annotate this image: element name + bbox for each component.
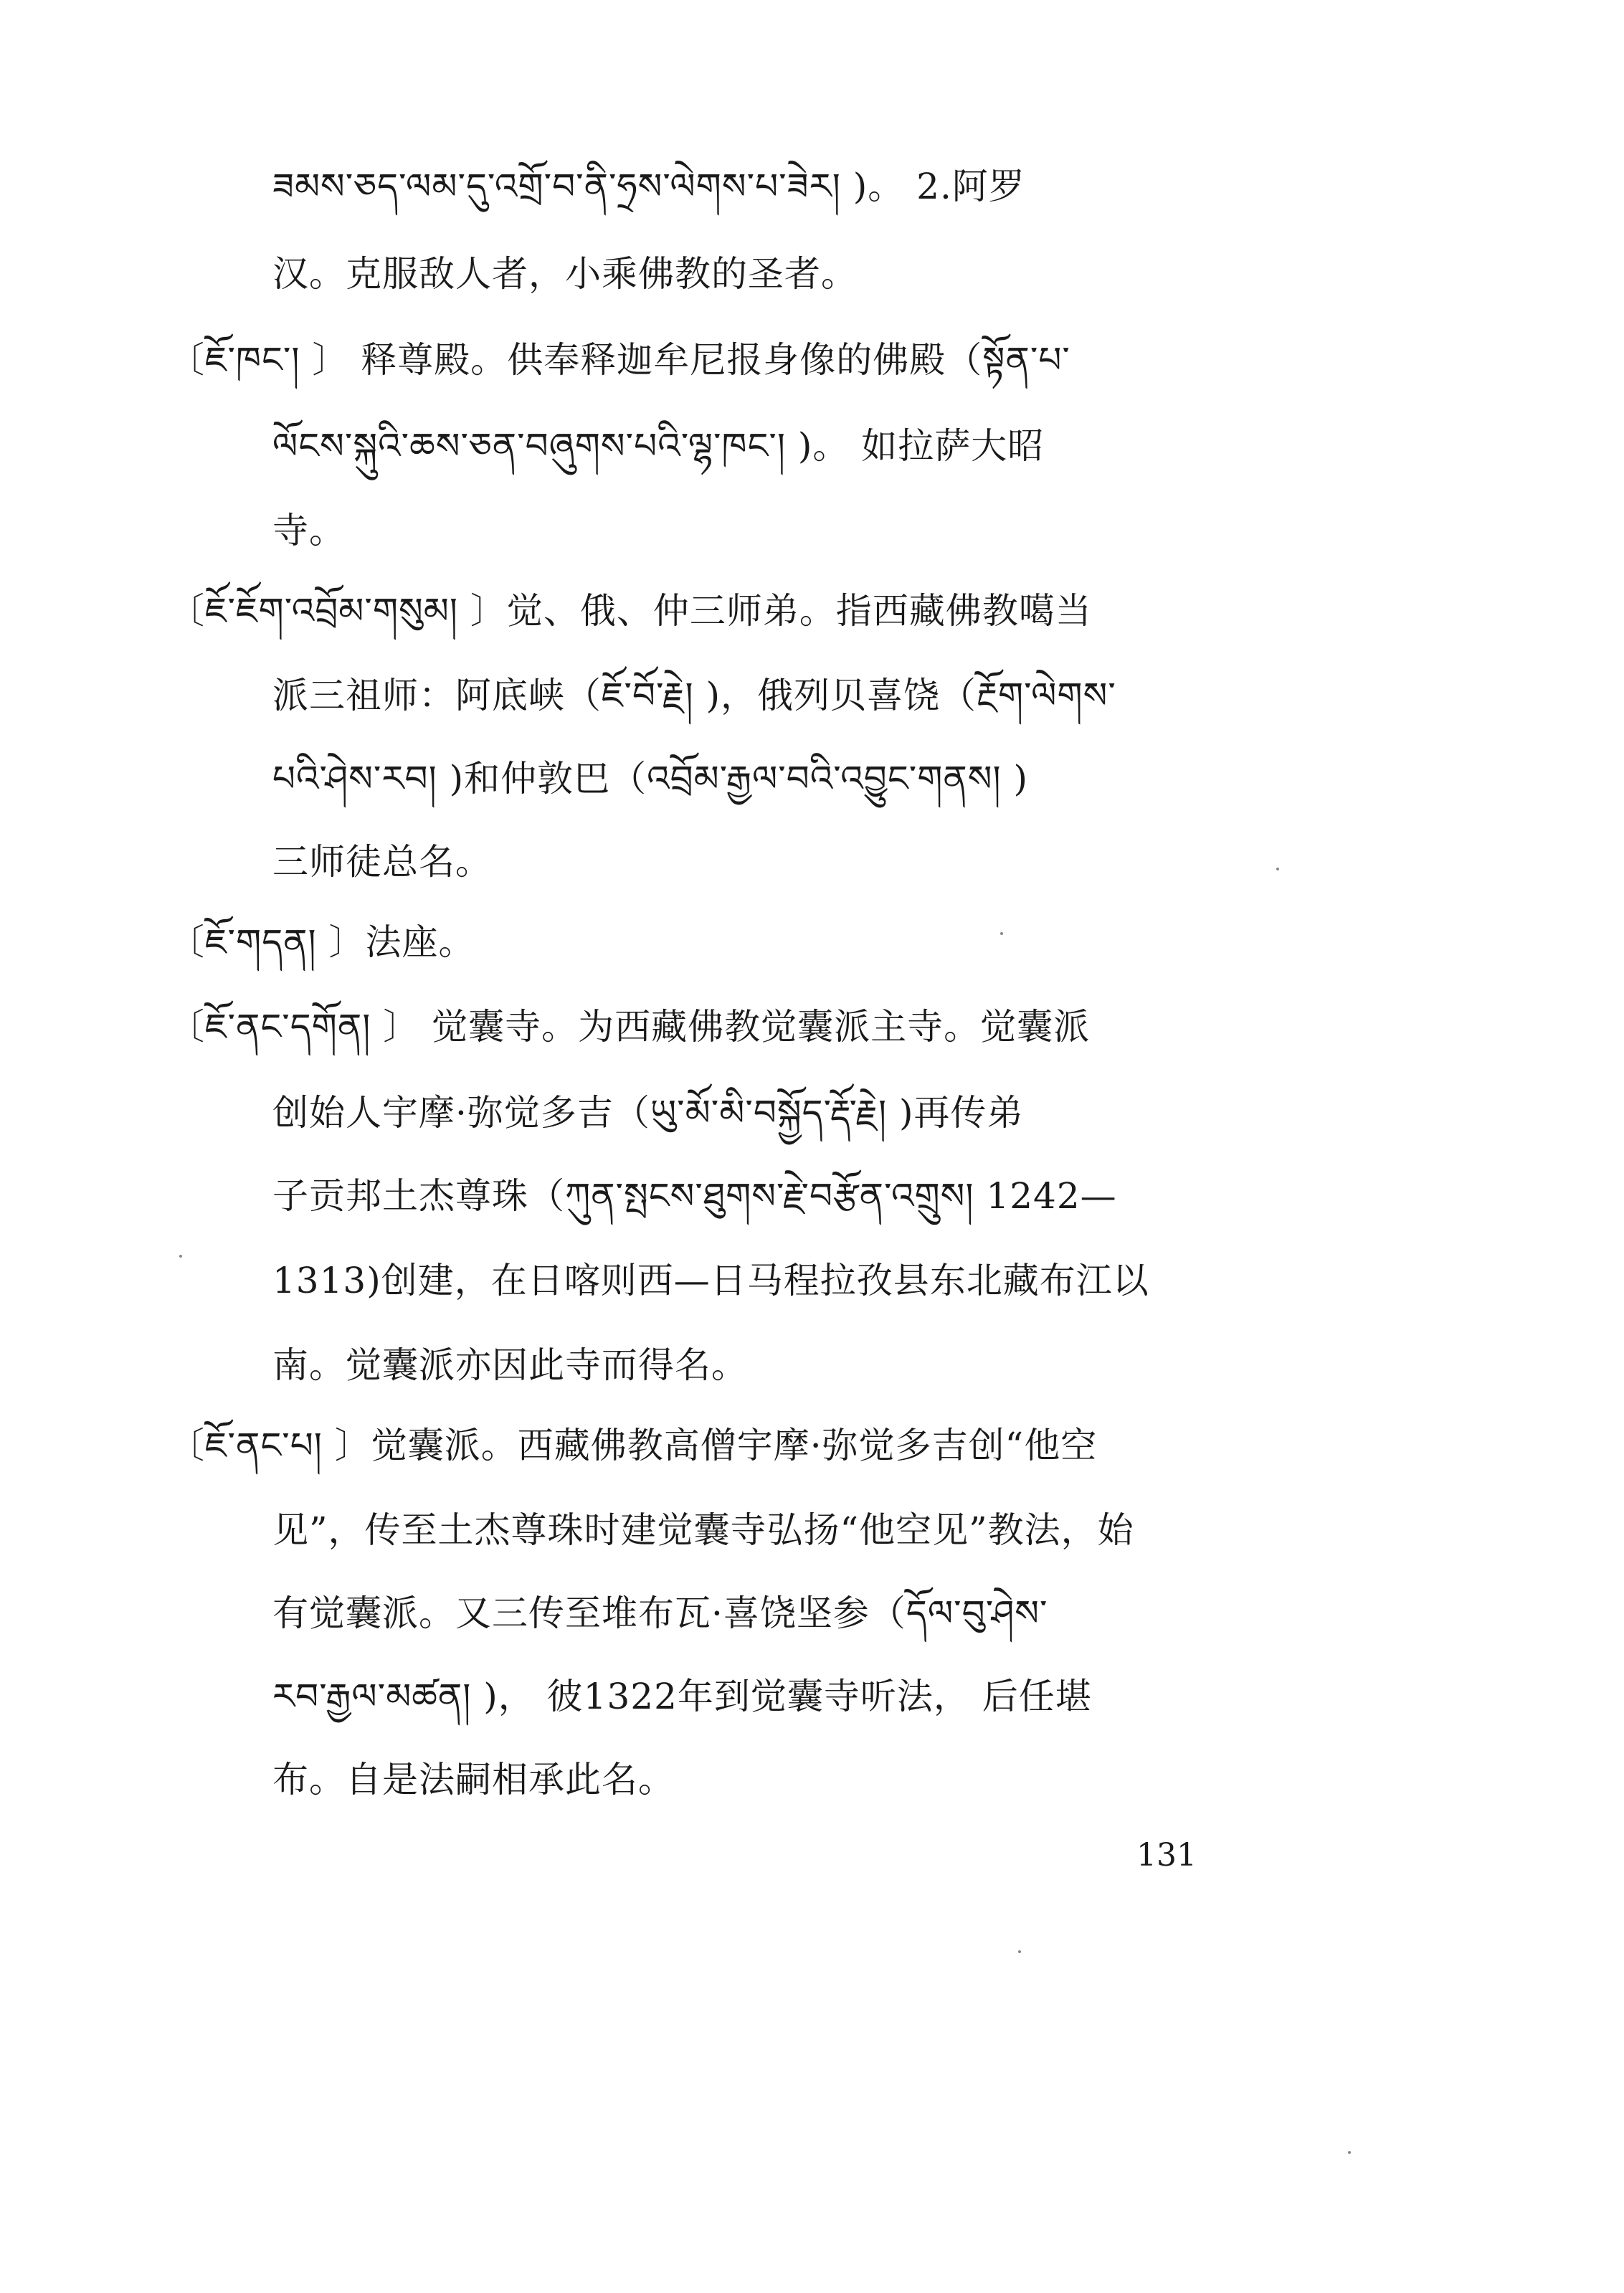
text-line: 南。觉囊派亦因此寺而得名。 bbox=[272, 1344, 748, 1386]
scan-speck bbox=[179, 1255, 182, 1258]
text-line: 1313)创建，在日喀则西—日马程拉孜县东北藏布江以 bbox=[272, 1260, 1149, 1301]
text-line: 子贡邦土杰尊珠（ཀུན་སྤངས་ཐུགས་རྗེ་བརྩོན་འགྲུས། 1242— bbox=[272, 1175, 1117, 1217]
entry-heading-line: 〔ཇོ་ནང་པ། 〕觉囊派。西藏佛教高僧宇摩·弥觉多吉创“他空 bbox=[168, 1425, 1098, 1466]
text-line: 有觉囊派。又三传至堆布瓦·喜饶坚参（དོལ་བུ་ཤེས་ bbox=[272, 1592, 1048, 1634]
text-line: 汉。克服敌人者，小乘佛教的圣者。 bbox=[272, 253, 858, 295]
entry-heading-line: 〔ཇོ་གདན། 〕法座。 bbox=[168, 921, 475, 963]
text-line: 派三祖师：阿底峡（ཇོ་བོ་རྗེ། )，俄列贝喜饶（རྔོག་ལེགས་ bbox=[272, 675, 1116, 716]
text-line: 寺。 bbox=[272, 510, 346, 551]
entry-heading-line: 〔ཇོ་ཁང་། 〕 释尊殿。供奉释迦牟尼报身像的佛殿（སྟོན་པ་ bbox=[168, 339, 1070, 381]
scan-speck bbox=[1348, 2151, 1351, 2154]
page-number: 131 bbox=[1136, 1837, 1197, 1874]
text-line: རབ་རྒྱལ་མཚན། )， 彼1322年到觉囊寺听法， 后任堪 bbox=[272, 1676, 1092, 1717]
entry-heading-line: 〔ཇོ་ཇོག་འབྲོམ་གསུམ། 〕觉、俄、仲三师弟。指西藏佛教噶当 bbox=[168, 590, 1092, 632]
scan-speck bbox=[1276, 868, 1279, 870]
text-line: 创始人宇摩·弥觉多吉（ཡུ་མོ་མི་བསྐྱོད་རྡོ་རྗེ། )再传弟 bbox=[272, 1092, 1024, 1134]
text-line: 见”，传至土杰尊珠时建觉囊寺弘扬“他空见”教法，始 bbox=[272, 1509, 1134, 1551]
text-line: ཟམས་ཅད་ལམ་དུ་འགྲོ་བ་ནི་ཧྲས་ལེགས་པ་ཟེར། )。 2.阿罗 bbox=[272, 166, 1025, 207]
entry-heading-line: 〔ཇོ་ནང་དགོན། 〕 觉囊寺。为西藏佛教觉囊派主寺。觉囊派 bbox=[168, 1006, 1091, 1048]
scan-speck bbox=[1018, 1950, 1021, 1953]
text-line: ལོངས་སྐུའི་ཆས་ཅན་བཞུགས་པའི་ལྷ་ཁང་། )。 如拉萨大昭 bbox=[272, 425, 1045, 467]
scan-speck bbox=[1000, 932, 1003, 935]
text-line: པའི་ཤེས་རབ། )和仲敦巴（འབྲོམ་རྒྱལ་བའི་འབྱུང་གནས། ) bbox=[272, 758, 1028, 799]
text-line: 布。自是法嗣相承此名。 bbox=[272, 1759, 675, 1800]
text-line: 三师徒总名。 bbox=[272, 841, 492, 883]
